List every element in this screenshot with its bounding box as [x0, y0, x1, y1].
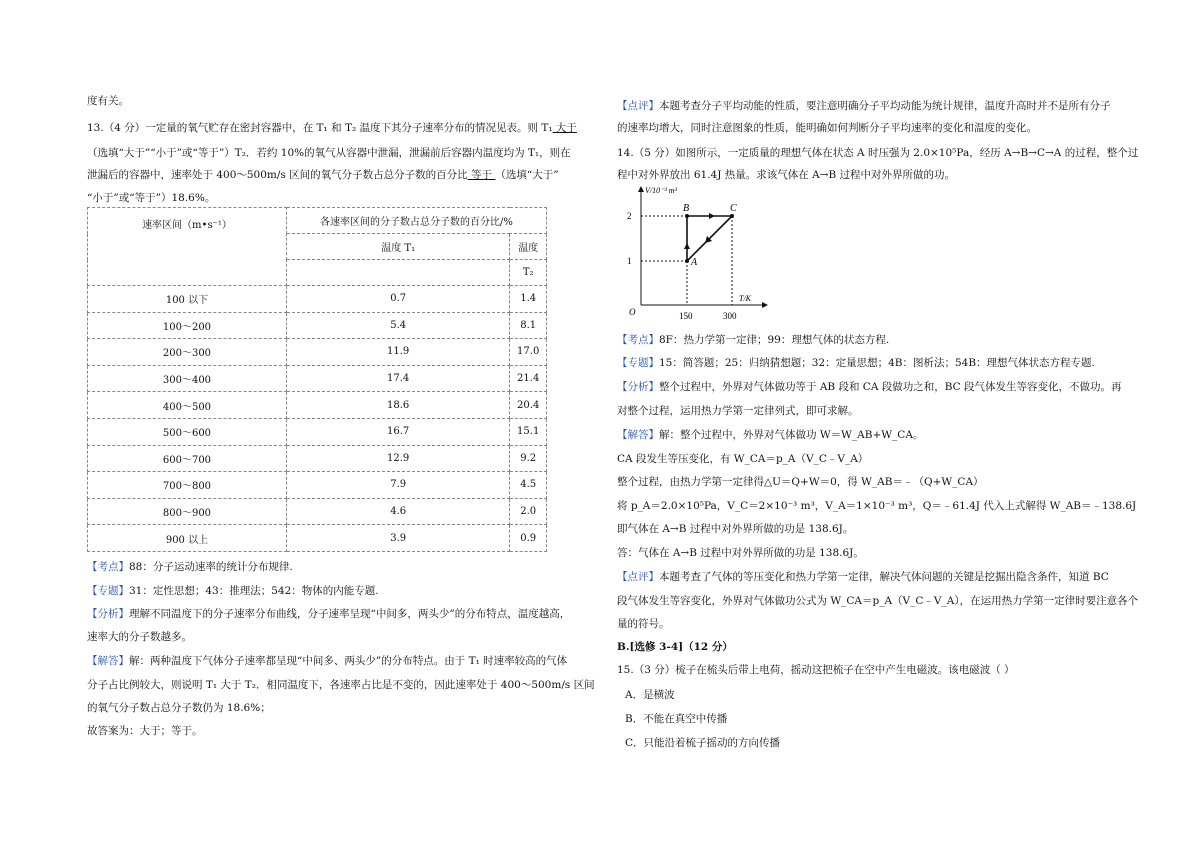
table-cell-r: 400～500 — [88, 392, 287, 419]
table-cell-t2: 8.1 — [510, 312, 547, 339]
kaodian-line: 【考点】88：分子运动速率的统计分布规律. — [87, 561, 293, 573]
table-row — [88, 525, 547, 552]
table-cell-t2: 1.4 — [510, 286, 547, 313]
table-cell-t2: 21.4 — [510, 365, 547, 392]
jieda-line: 【解答】解：整个过程中，外界对气体做功 W＝W_AB+W_CA。 — [617, 429, 924, 441]
dianping-line: 段气体发生等容变化，外界对气体做功公式为 W_CA＝p_A（V_C﹣V_A），在运用热力学第一定律时要注意各个 — [617, 595, 1139, 607]
fenxi-tag: 【分析】 — [87, 608, 129, 620]
table-header-group: 各速率区间的分子数占总分子数的百分比/% — [286, 208, 546, 234]
table-cell-r: 700～800 — [88, 472, 287, 499]
dianping-line: 【点评】本题考查了气体的等压变化和热力学第一定律，解决气体问题的关键是挖掘出隐含条件，知道 BC — [617, 571, 1109, 583]
table-cell-empty — [286, 260, 509, 286]
answer-blank: 等于 — [467, 169, 496, 181]
table-cell-t1: 7.9 — [286, 472, 509, 499]
fenxi-line: 对整个过程，运用热力学第一定律列式，即可求解。 — [617, 405, 859, 417]
table-row — [88, 312, 547, 339]
table-row — [88, 498, 547, 525]
table-cell-t2: 0.9 — [510, 525, 547, 552]
option-a: A．是横波 — [625, 689, 675, 701]
table-header-t2-sub: T₂ — [510, 260, 547, 286]
text-line: 度有关。 — [87, 95, 129, 107]
table-cell-t1: 0.7 — [286, 286, 509, 313]
table-cell-t2: 17.0 — [510, 339, 547, 366]
question-14-line: 程中对外界放出 61.4J 热量。求该气体在 A→B 过程中对外界所做的功。 — [617, 169, 956, 181]
dianping-line: 量的符号。 — [617, 618, 670, 630]
y-tick-1: 1 — [627, 256, 632, 266]
table-cell-r: 900 以上 — [88, 525, 287, 552]
jieda-line: 的氧气分子数占总分子数仍为 18.6%； — [87, 702, 271, 714]
option-c: C．只能沿着梳子摇动的方向传播 — [625, 737, 781, 749]
table-header-range: 速率区间（m•s⁻¹） — [88, 208, 287, 286]
table-cell-t1: 17.4 — [286, 365, 509, 392]
question-13-line: 13.（4 分）一定量的氧气贮存在密封容器中，在 T₁ 和 T₂ 温度下其分子速率分布的情况见表。则 T₁ 大于 — [87, 122, 577, 134]
table-cell-t2: 4.5 — [510, 472, 547, 499]
answer-blank: 大于 — [552, 122, 577, 134]
question-15-line: 15.（3 分）梳子在梳头后带上电荷，摇动这把梳子在空中产生电磁波。该电磁波（ ） — [617, 664, 1015, 676]
fenxi-tag: 【分析】 — [617, 381, 659, 393]
table-cell-t2: 20.4 — [510, 392, 547, 419]
graph-origin: O — [629, 307, 636, 317]
point-b-label: B — [683, 203, 690, 214]
table-cell-t1: 5.4 — [286, 312, 509, 339]
dianping-tag: 【点评】 — [617, 571, 659, 583]
y-tick-2: 2 — [627, 211, 632, 221]
table-cell-r: 100～200 — [88, 312, 287, 339]
question-14-line: 14.（5 分）如图所示，一定质量的理想气体在状态 A 时压强为 2.0×10⁵Pa，经历 A→B→C→A 的过程，整个过 — [617, 147, 1139, 159]
table-cell-t1: 4.6 — [286, 498, 509, 525]
table-cell-t2: 9.2 — [510, 445, 547, 472]
jieda-line: 即气体在 A→B 过程中对外界所做的功是 138.6J。 — [617, 523, 854, 535]
jieda-line: CA 段发生等压变化，有 W_CA＝p_A（V_C﹣V_A） — [617, 453, 869, 465]
jieda-tag: 【解答】 — [617, 429, 659, 441]
jieda-line: 答：气体在 A→B 过程中对外界所做的功是 138.6J。 — [617, 547, 864, 559]
zhuanti-line: 【专题】15：简答题；25：归纳猜想题；32：定量思想；4B：图析法；54B：理想气体状态方程专题. — [617, 357, 1095, 369]
table-row — [88, 445, 547, 472]
jieda-line: 故答案为：大于；等于。 — [87, 725, 203, 737]
jieda-line: 将 p_A＝2.0×10⁵Pa，V_C＝2×10⁻³ m³，V_A＝1×10⁻³ m³，Q＝﹣61.4J 代入上式解得 W_AB＝﹣138.6J — [617, 500, 1137, 512]
table-row — [88, 472, 547, 499]
section-heading: B.[选修 3-4]（12 分） — [617, 641, 733, 653]
table-cell-r: 100 以下 — [88, 286, 287, 313]
table-cell-r: 300～400 — [88, 365, 287, 392]
fenxi-line: 【分析】理解不同温度下的分子速率分布曲线，分子速率呈现“中间多，两头少”的分布特点，温度越高， — [87, 608, 571, 620]
kaodian-line: 【考点】8F：热力学第一定律；99：理想气体的状态方程. — [617, 334, 890, 346]
table-header-t2: 温度 — [510, 234, 547, 260]
fenxi-line: 【分析】整个过程中，外界对气体做功等于 AB 段和 CA 段做功之和，BC 段气体发生等容变化，不做功。再 — [617, 381, 1122, 393]
table-row — [88, 286, 547, 313]
point-a-label: A — [691, 257, 698, 268]
dianping-line: 的速率均增大，同时注意图象的性质，能明确如何判断分子平均速率的变化和温度的变化。 — [617, 122, 1037, 134]
table-header-t1: 温度 T₁ — [286, 234, 509, 260]
zhuanti-tag: 【专题】 — [87, 585, 129, 597]
graph-xlabel: T/K — [739, 294, 752, 303]
table-row — [88, 365, 547, 392]
question-13-line: 泄漏后的容器中，速率处于 400～500m/s 区间的氧气分子数占总分子数的百分比 等于 （选填“大于” — [87, 169, 559, 181]
table-row — [88, 418, 547, 445]
question-13-line: “小于”或“等于”）18.6%。 — [87, 192, 216, 204]
table-cell-r: 600～700 — [88, 445, 287, 472]
x-tick-150: 150 — [679, 311, 693, 321]
table-cell-t1: 3.9 — [286, 525, 509, 552]
kaodian-tag: 【考点】 — [617, 334, 659, 346]
table-cell-t1: 18.6 — [286, 392, 509, 419]
dianping-line: 【点评】本题考查分子平均动能的性质，要注意明确分子平均动能为统计规律，温度升高时并不是所有分子 — [617, 100, 1111, 112]
option-b: B．不能在真空中传播 — [625, 713, 728, 725]
dianping-tag: 【点评】 — [617, 100, 659, 112]
table-cell-t2: 15.1 — [510, 418, 547, 445]
jieda-line: 分子占比例较大，则说明 T₁ 大于 T₂．相同温度下，各速率占比是不变的，因此速率处于 400～500m/s 区间 — [87, 679, 595, 691]
table-cell-t1: 11.9 — [286, 339, 509, 366]
table-row — [88, 392, 547, 419]
point-c-label: C — [730, 203, 737, 214]
table-cell-r: 800～900 — [88, 498, 287, 525]
x-tick-300: 300 — [723, 311, 737, 321]
jieda-line: 整个过程，由热力学第一定律得△U＝Q+W＝0，得 W_AB＝﹣（Q+W_CA） — [617, 476, 984, 488]
table-row — [88, 339, 547, 366]
table-cell-t1: 16.7 — [286, 418, 509, 445]
graph-ylabel: V/10⁻³ m³ — [645, 186, 677, 195]
jieda-line: 【解答】解：两种温度下气体分子速率都呈现“中间多、两头少”的分布特点。由于 T₁ 时速率较高的气体 — [87, 655, 568, 667]
speed-distribution-table — [87, 207, 547, 552]
table-cell-r: 200～300 — [88, 339, 287, 366]
table-cell-t1: 12.9 — [286, 445, 509, 472]
kaodian-tag: 【考点】 — [87, 561, 129, 573]
jieda-tag: 【解答】 — [87, 655, 129, 667]
fenxi-line: 速率大的分子数越多。 — [87, 631, 192, 643]
table-cell-t2: 2.0 — [510, 498, 547, 525]
zhuanti-line: 【专题】31：定性思想；43：推理法；542：物体的内能专题. — [87, 585, 379, 597]
vt-graph — [617, 183, 777, 323]
question-13-line: （选填“大于”“小于”或“等于”）T₂．若约 10%的氧气从容器中泄漏，泄漏前后容器内温度均为 T₁，则在 — [87, 147, 571, 159]
zhuanti-tag: 【专题】 — [617, 357, 659, 369]
table-cell-r: 500～600 — [88, 418, 287, 445]
